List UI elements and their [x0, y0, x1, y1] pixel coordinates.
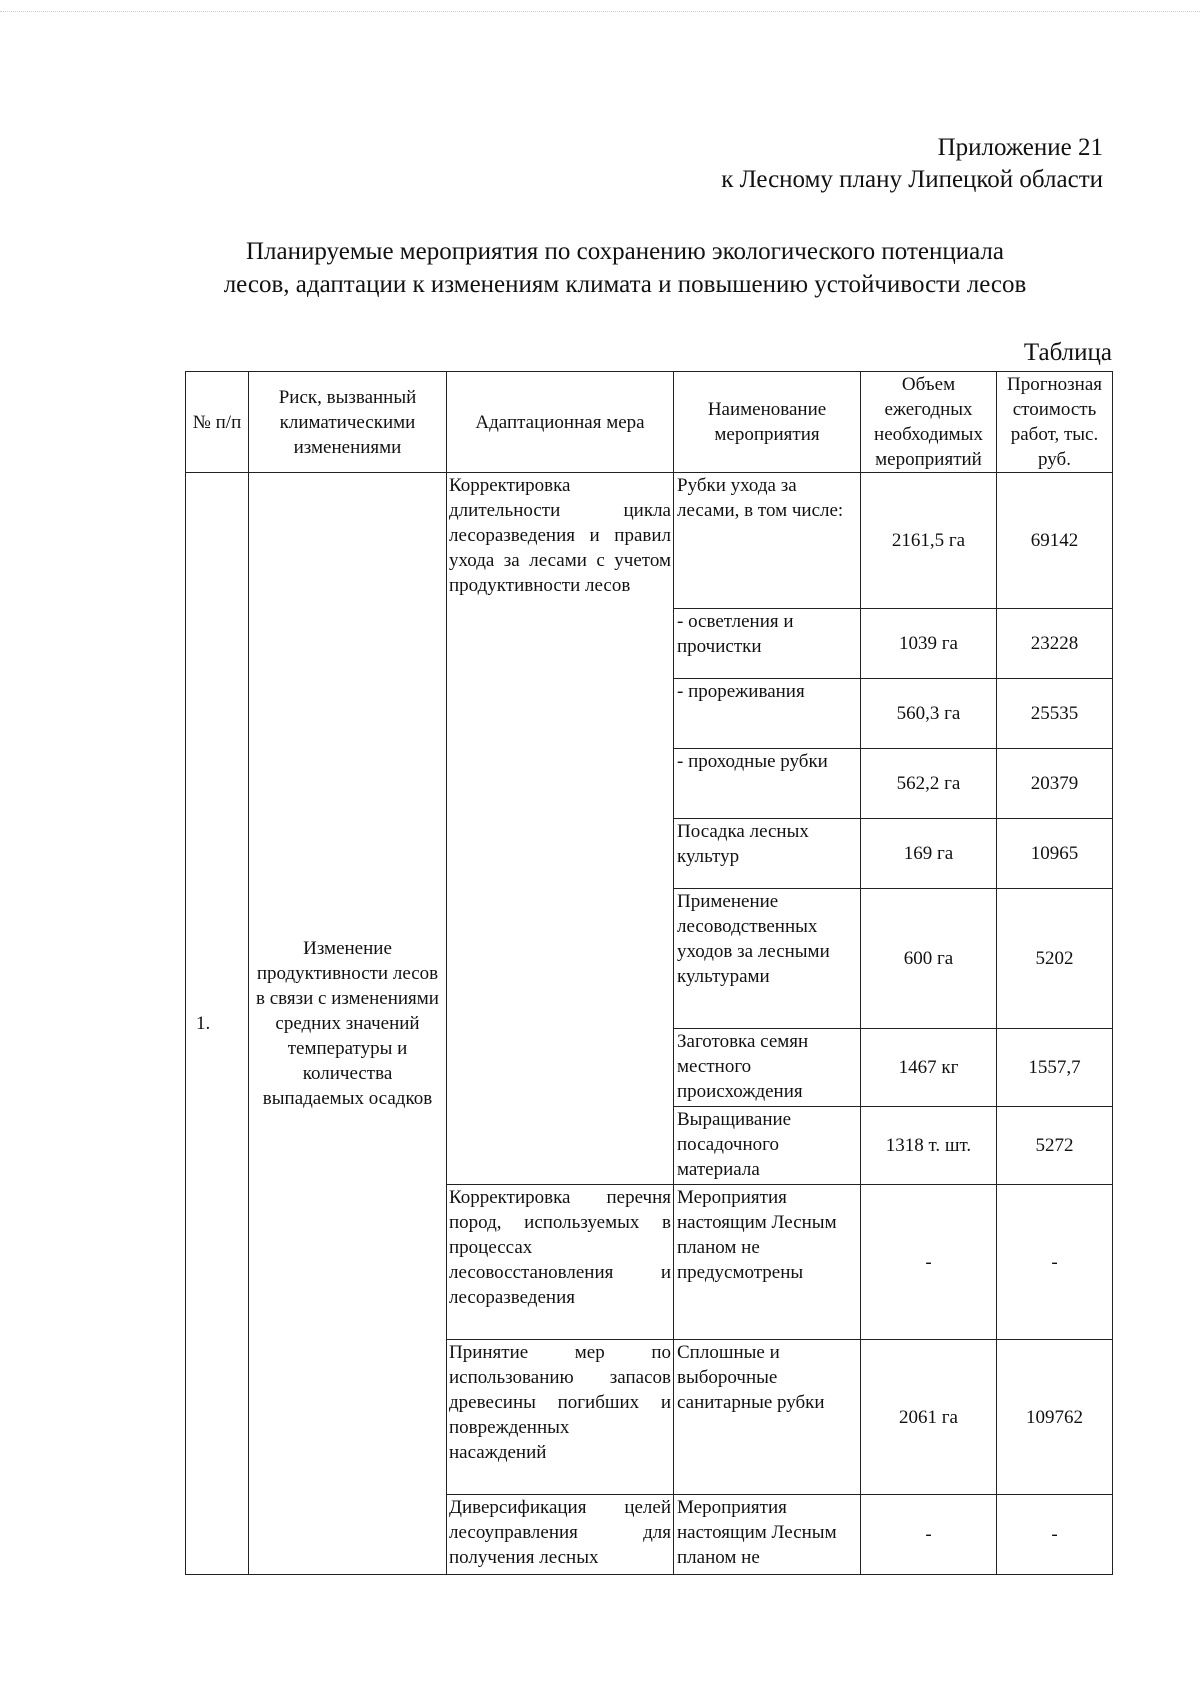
activity-volume: 1467 кг — [861, 1029, 997, 1107]
activity-cost: 5202 — [997, 889, 1113, 1029]
activity-cost: 5272 — [997, 1107, 1113, 1185]
activity-cost: 109762 — [997, 1340, 1113, 1495]
col-header-risk: Риск, вызванный климатическими изменениями — [249, 372, 447, 473]
activity-cost: 10965 — [997, 819, 1113, 889]
activity-name: - проходные рубки — [674, 749, 861, 819]
activity-volume: 2061 га — [861, 1340, 997, 1495]
title-line-2: лесов, адаптации к изменениям климата и повышению устойчивости лесов — [223, 271, 1027, 298]
title-line-1: Планируемые мероприятия по сохранению экологического потенциала — [246, 238, 1004, 265]
col-header-measure: Адаптационная мера — [447, 372, 674, 473]
measure-cell: Диверсификация целей лесоуправления для получения лесных — [447, 1495, 674, 1575]
activity-volume: 600 га — [861, 889, 997, 1029]
activity-volume: - — [861, 1495, 997, 1575]
activity-volume: 2161,5 га — [861, 473, 997, 609]
measure-cell: Корректировка длительности цикла лесоразведения и правил ухода за лесами с учетом продуктивности лесов — [447, 473, 674, 1185]
activity-cost: 1557,7 — [997, 1029, 1113, 1107]
activity-cost: 20379 — [997, 749, 1113, 819]
activity-cost: - — [997, 1495, 1113, 1575]
activity-cost: 25535 — [997, 679, 1113, 749]
table-label: Таблица — [1023, 339, 1112, 366]
activity-volume: 1318 т. шт. — [861, 1107, 997, 1185]
risk-cell: Изменение продуктивности лесов в связи с изменениями средних значений температуры и количества выпадаемых осадков — [249, 473, 447, 1575]
activity-volume: 562,2 га — [861, 749, 997, 819]
activity-name: Выращивание посадочного материала — [674, 1107, 861, 1185]
activity-volume: - — [861, 1185, 997, 1340]
activity-name: Мероприятия настоящим Лесным планом не предусмотрены — [674, 1185, 861, 1340]
col-header-cost: Прогнозная стоимость работ, тыс. руб. — [997, 372, 1113, 473]
document-title — [150, 235, 1100, 301]
activity-name: Заготовка семян местного происхождения — [674, 1029, 861, 1107]
activity-name: Мероприятия настоящим Лесным планом не — [674, 1495, 861, 1575]
activity-volume: 560,3 га — [861, 679, 997, 749]
activity-volume: 1039 га — [861, 609, 997, 679]
measure-cell: Принятие мер по использованию запасов древесины погибших и поврежденных насаждений — [447, 1340, 674, 1495]
table-row — [186, 473, 1113, 609]
activity-name: Сплошные и выборочные санитарные рубки — [674, 1340, 861, 1495]
activity-cost: - — [997, 1185, 1113, 1340]
measures-table — [185, 371, 1113, 1575]
activity-cost: 69142 — [997, 473, 1113, 609]
col-header-activity: Наименование мероприятия — [674, 372, 861, 473]
activity-volume: 169 га — [861, 819, 997, 889]
col-header-volume: Объем ежегодных необходимых мероприятий — [861, 372, 997, 473]
activity-name: - прореживания — [674, 679, 861, 749]
activity-name: - осветления и прочистки — [674, 609, 861, 679]
appendix-number: Приложение 21 — [937, 134, 1103, 161]
page-top-border — [0, 11, 1200, 12]
activity-name: Рубки ухода за лесами, в том числе: — [674, 473, 861, 609]
measure-cell: Корректировка перечня пород, используемых в процессах лесовосстановления и лесоразведения — [447, 1185, 674, 1340]
activity-name: Посадка лесных культур — [674, 819, 861, 889]
row-number: 1. — [186, 473, 249, 1575]
appendix-reference: к Лесному плану Липецкой области — [721, 166, 1103, 193]
appendix-header — [721, 132, 1103, 196]
activity-name: Применение лесоводственных уходов за лесными культурами — [674, 889, 861, 1029]
col-header-number: № п/п — [186, 372, 249, 473]
table-header-row — [186, 372, 1113, 473]
activity-cost: 23228 — [997, 609, 1113, 679]
